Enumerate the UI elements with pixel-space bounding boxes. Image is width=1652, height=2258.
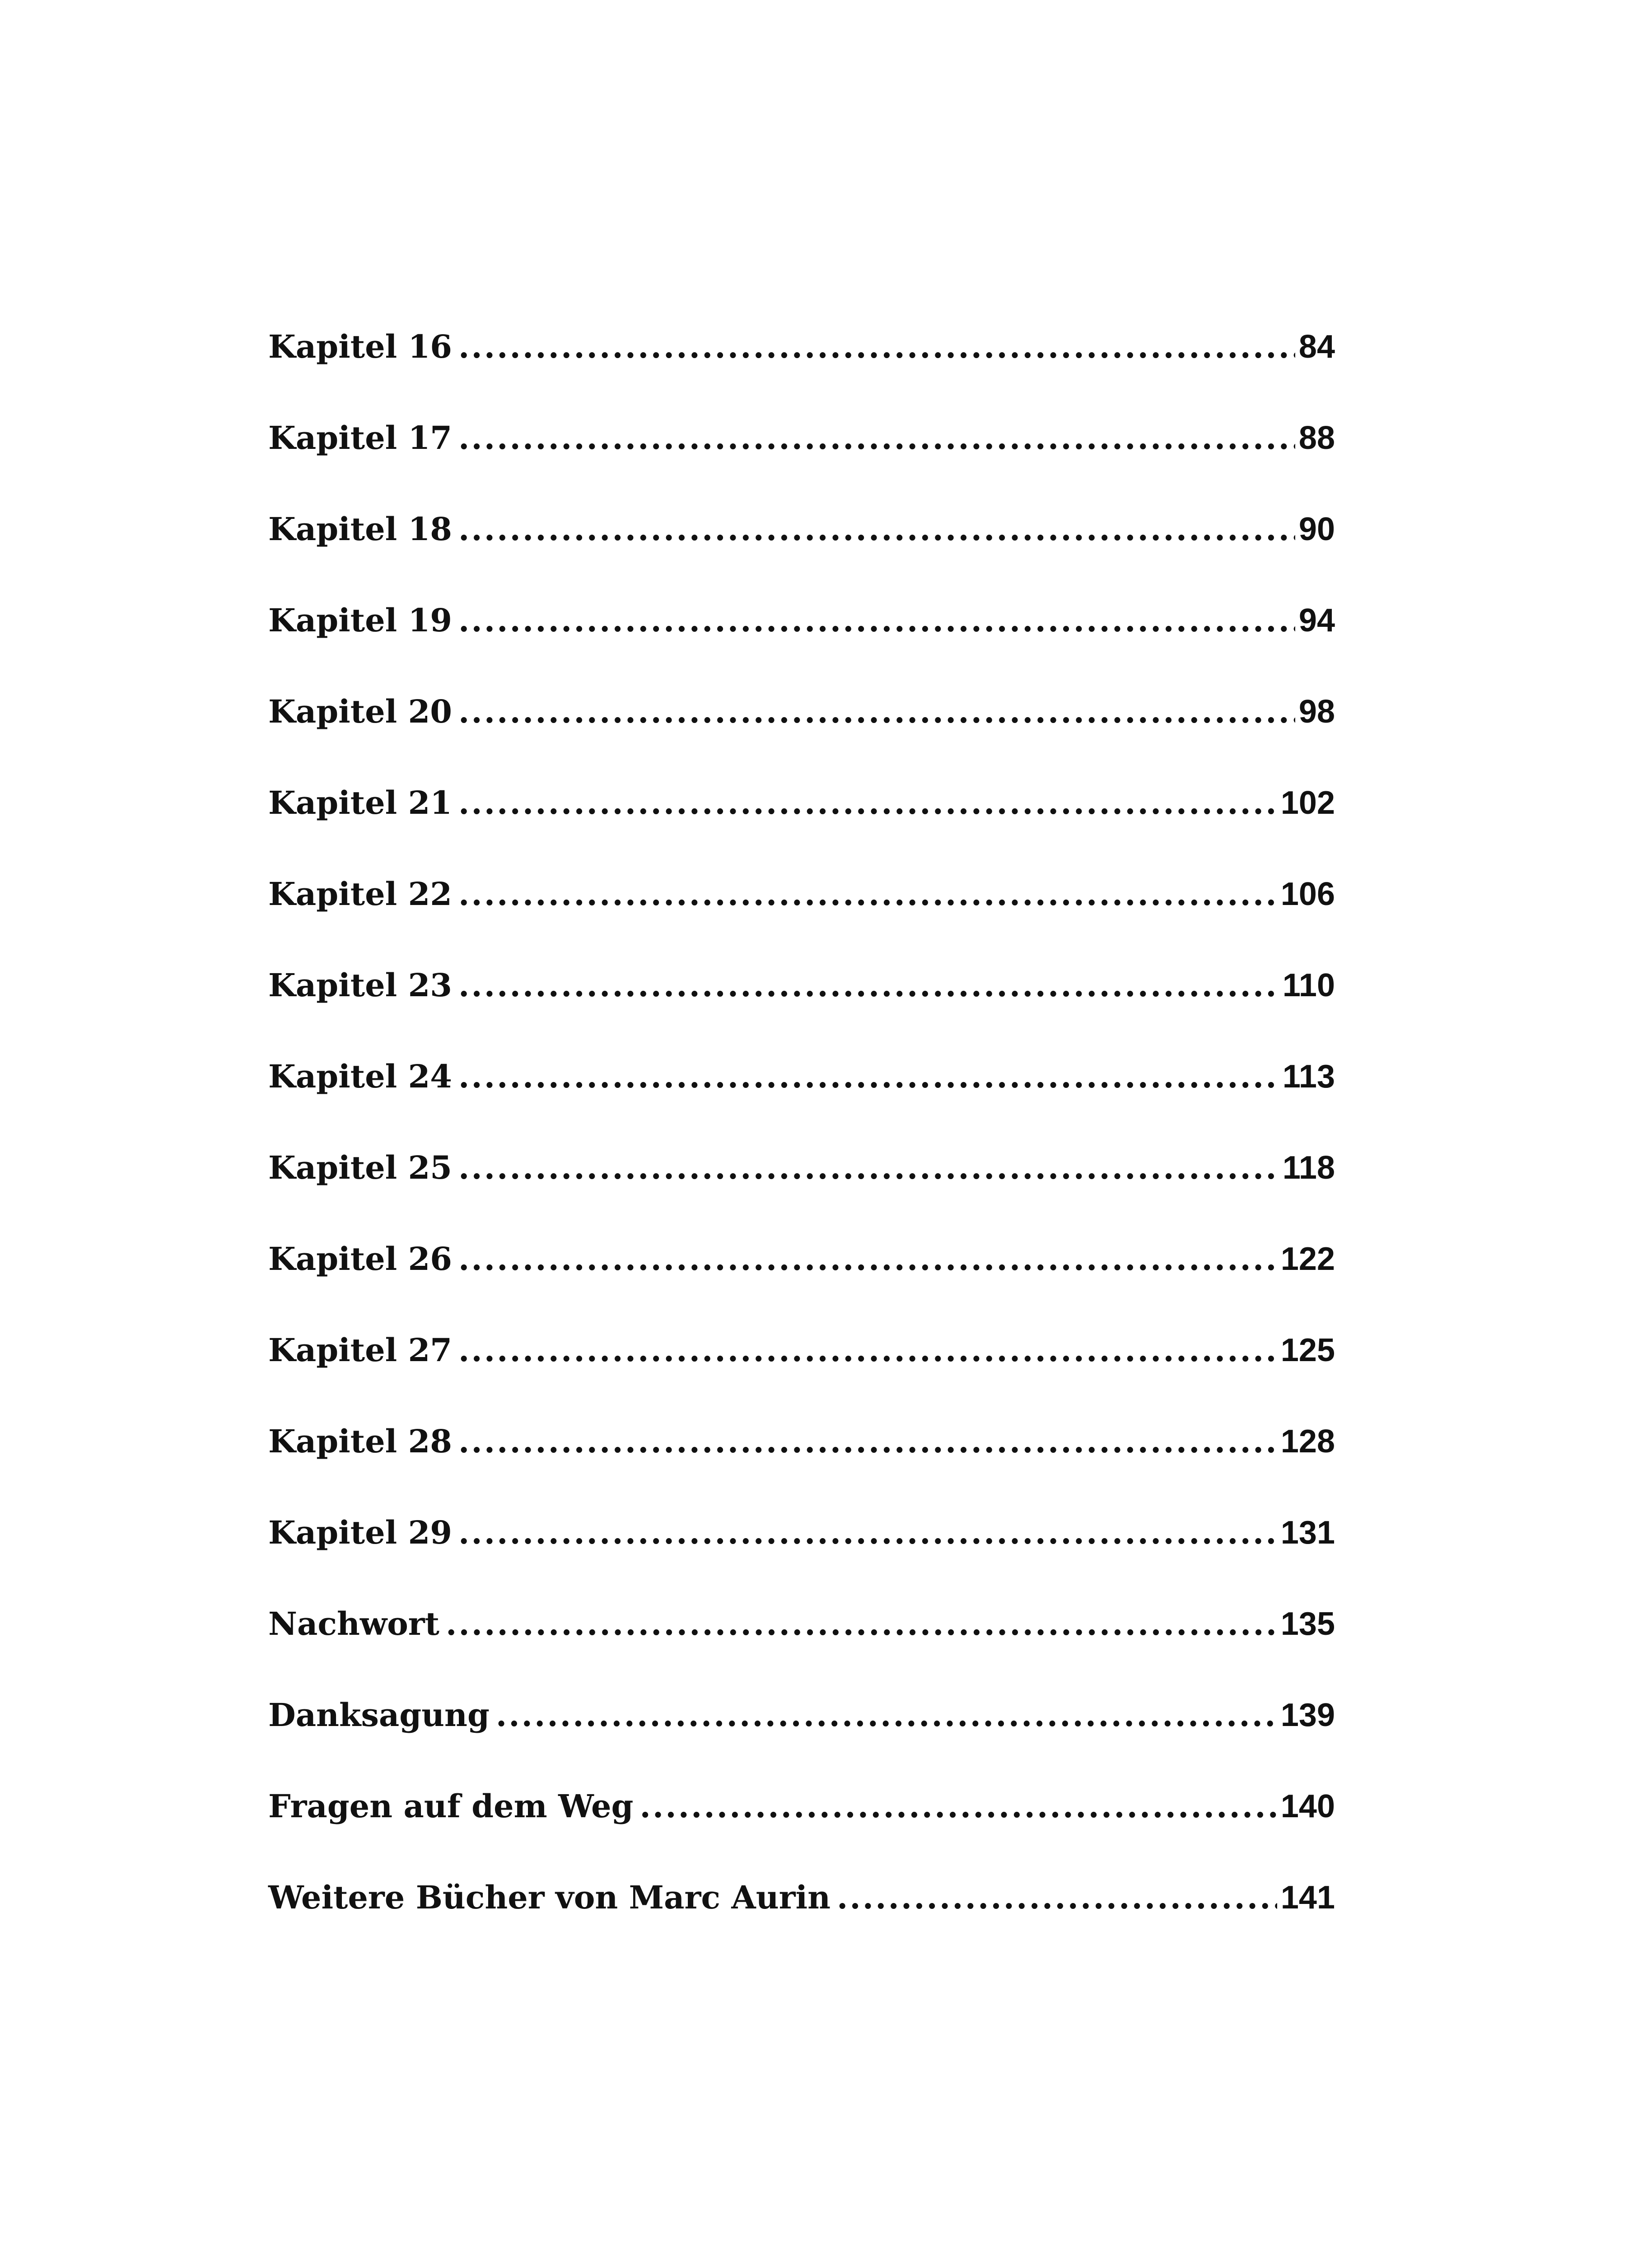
toc-dot-leader (458, 690, 1295, 733)
toc-entry-page: 102 (1280, 785, 1335, 821)
toc-entry[interactable] (268, 599, 1335, 690)
toc-entry-page: 90 (1298, 511, 1335, 547)
toc-entry-page: 122 (1280, 1241, 1335, 1277)
toc-entry[interactable] (268, 1694, 1335, 1785)
toc-dot-leader (458, 1511, 1277, 1554)
toc-entry[interactable] (268, 964, 1335, 1055)
toc-entry[interactable] (268, 1055, 1335, 1146)
toc-dot-leader (458, 325, 1295, 369)
toc-dot-leader (496, 1694, 1277, 1737)
toc-entry-page: 139 (1280, 1697, 1335, 1733)
toc-entry-title: Fragen auf dem Weg (268, 1787, 634, 1825)
toc-entry[interactable] (268, 781, 1335, 872)
toc-entry-page: 125 (1280, 1332, 1335, 1368)
toc-entry-page: 140 (1280, 1788, 1335, 1824)
toc-dot-leader (458, 781, 1277, 825)
toc-entry-title: Nachwort (268, 1605, 440, 1642)
toc-entry-title: Kapitel 24 (268, 1058, 452, 1095)
toc-entry[interactable] (268, 1602, 1335, 1694)
toc-dot-leader (837, 1876, 1277, 1919)
toc-entry[interactable] (268, 1146, 1335, 1237)
toc-entry-title: Kapitel 23 (268, 966, 452, 1004)
toc-entry-page: 106 (1280, 876, 1335, 912)
toc-entry[interactable] (268, 1329, 1335, 1420)
toc-entry[interactable] (268, 1876, 1335, 1967)
toc-entry-page: 98 (1298, 694, 1335, 730)
toc-entry-page: 128 (1280, 1423, 1335, 1460)
toc-dot-leader (458, 872, 1277, 916)
toc-entry-page: 135 (1280, 1606, 1335, 1642)
toc-entry-page: 113 (1282, 1059, 1335, 1095)
toc-dot-leader (640, 1785, 1277, 1828)
toc-dot-leader (458, 964, 1279, 1007)
toc-entry-title: Kapitel 21 (268, 784, 452, 821)
toc-entry[interactable] (268, 1511, 1335, 1602)
toc-entry-title: Kapitel 28 (268, 1423, 452, 1460)
toc-dot-leader (458, 1237, 1277, 1281)
toc-entry-title: Danksagung (268, 1696, 490, 1734)
toc-entry-title: Kapitel 25 (268, 1149, 452, 1186)
toc-entry-title: Kapitel 19 (268, 602, 452, 639)
toc-entry[interactable] (268, 872, 1335, 964)
toc-entry-title: Kapitel 17 (268, 419, 452, 457)
toc-dot-leader (458, 599, 1295, 642)
toc-dot-leader (446, 1602, 1277, 1646)
toc-entry-title: Kapitel 27 (268, 1331, 452, 1369)
toc-entry-title: Kapitel 26 (268, 1240, 452, 1278)
toc-entry[interactable] (268, 416, 1335, 508)
toc-dot-leader (458, 1420, 1277, 1463)
toc-entry-page: 131 (1280, 1515, 1335, 1551)
toc-dot-leader (458, 1055, 1279, 1098)
toc-entry-page: 88 (1298, 420, 1335, 456)
table-of-contents (268, 325, 1335, 1967)
toc-entry[interactable] (268, 1785, 1335, 1876)
toc-dot-leader (458, 416, 1295, 460)
toc-entry-title: Kapitel 16 (268, 328, 452, 365)
toc-dot-leader (458, 508, 1295, 551)
toc-entry-title: Kapitel 22 (268, 875, 452, 913)
toc-entry[interactable] (268, 508, 1335, 599)
toc-entry-page: 141 (1280, 1880, 1335, 1916)
toc-entry-page: 94 (1298, 602, 1335, 639)
toc-entry-page: 118 (1282, 1150, 1335, 1186)
toc-entry-page: 84 (1298, 329, 1335, 365)
toc-entry-title: Kapitel 20 (268, 693, 452, 730)
toc-entry[interactable] (268, 325, 1335, 416)
toc-dot-leader (458, 1146, 1279, 1190)
toc-entry-title: Kapitel 29 (268, 1514, 452, 1551)
toc-entry[interactable] (268, 1420, 1335, 1511)
toc-entry[interactable] (268, 690, 1335, 781)
toc-entry-page: 110 (1282, 967, 1335, 1003)
toc-dot-leader (458, 1329, 1277, 1372)
toc-entry-title: Weitere Bücher von Marc Aurin (268, 1879, 831, 1916)
toc-entry[interactable] (268, 1237, 1335, 1329)
toc-entry-title: Kapitel 18 (268, 510, 452, 548)
